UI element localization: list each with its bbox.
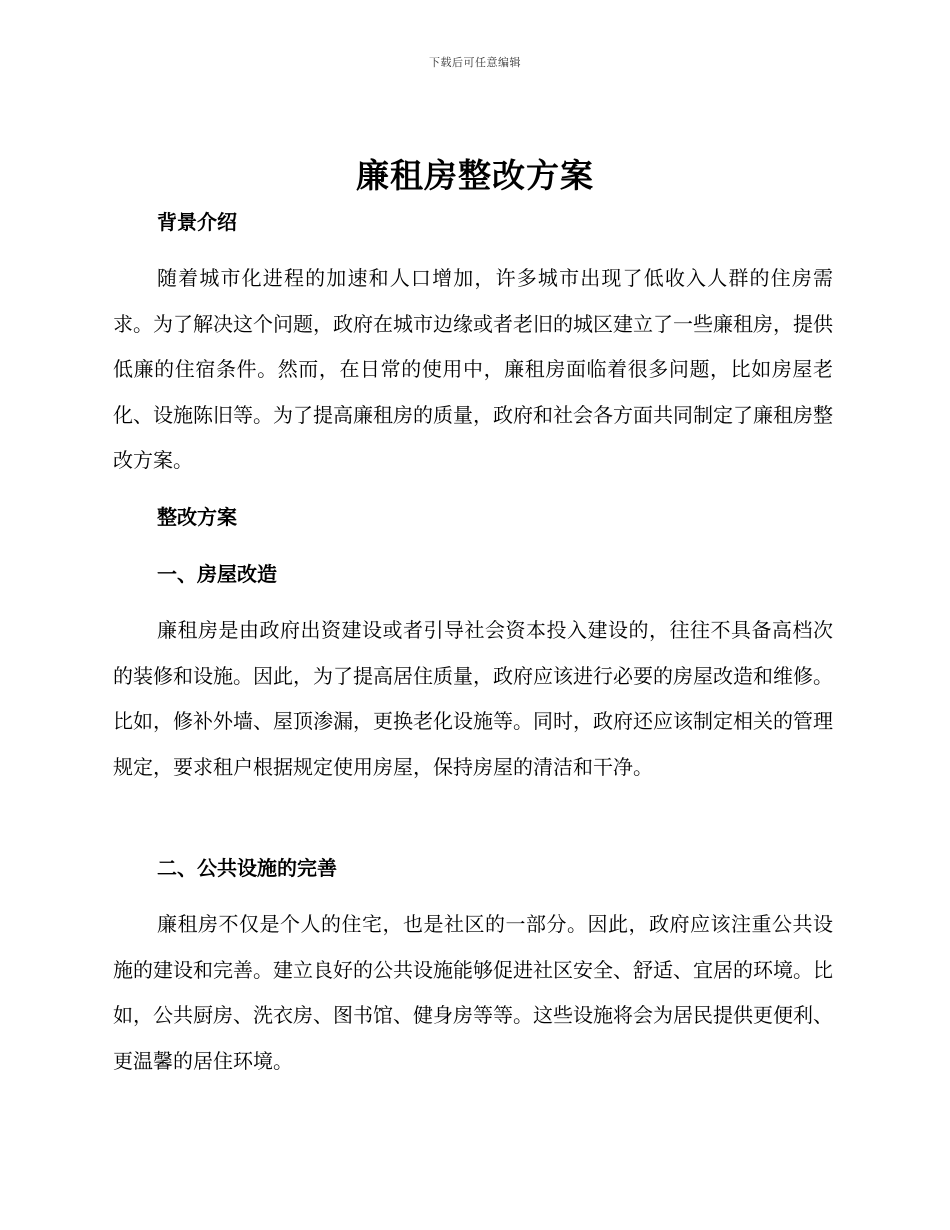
paragraph-background: 随着城市化进程的加速和人口增加，许多城市出现了低收入人群的住房需求。为了解决这个问题，政府在城市边缘或者老旧的城区建立了一些廉租房，提供低廉的住宿条件。然而，在日常的使用中，廉租房面临着很多问题，比如房屋老化、设施陈旧等。为了提高廉租房的质量，政府和社会各方面共同制定了廉租房整改方案。 xyxy=(113,266,833,472)
header-note: 下载后可任意编辑 xyxy=(429,56,521,69)
section-heading-facilities: 二、公共设施的完善 xyxy=(157,856,337,880)
paragraph-facilities: 廉租房不仅是个人的住宅，也是社区的一部分。因此，政府应该注重公共设施的建设和完善。建立良好的公共设施能够促进社区安全、舒适、宜居的环境。比如，公共厨房、洗衣房、图书馆、健身房等等。这些设施将会为居民提供更便利、更温馨的居住环境。 xyxy=(113,912,833,1073)
section-heading-plan: 整改方案 xyxy=(157,505,237,529)
section-heading-background: 背景介绍 xyxy=(157,210,237,234)
section-heading-housing: 一、房屋改造 xyxy=(157,562,277,586)
paragraph-housing: 廉租房是由政府出资建设或者引导社会资本投入建设的，往往不具备高档次的装修和设施。因此，为了提高居住质量，政府应该进行必要的房屋改造和维修。比如，修补外墙、屋顶渗漏，更换老化设施等。同时，政府还应该制定相关的管理规定，要求租户根据规定使用房屋，保持房屋的清洁和干净。 xyxy=(113,618,833,779)
document-title: 廉租房整改方案 xyxy=(356,156,594,195)
